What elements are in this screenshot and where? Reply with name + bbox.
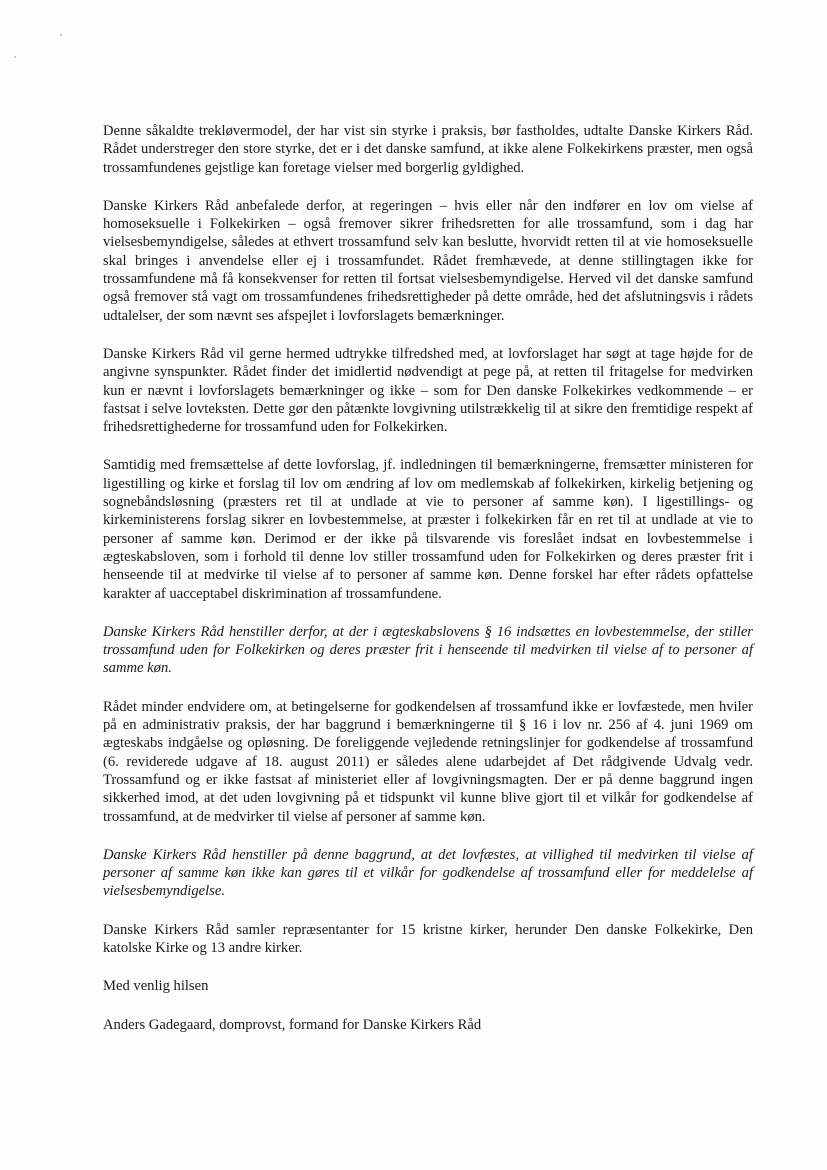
- paragraph-1: Denne såkaldte trekløvermodel, der har vist sin styrke i praksis, bør fastholdes, udtalte Danske Kirkers Råd. Rådet understreger den store styrke, det er i det danske samfund, at ikke alene Folkekirkens præster, men også trossamfundenes gejstlige kan foretage vielser med borgerlig gyldighed.: [103, 123, 753, 176]
- scan-speck: [14, 56, 16, 58]
- scan-speck: [60, 34, 62, 36]
- paragraph-6: Danske Kirkers Råd samler repræsentanter for 15 kristne kirker, herunder Den danske Folkekirke, Den katolske Kirke og 13 andre kirker.: [103, 921, 753, 956]
- signer-line: Anders Gadegaard, domprovst, formand for Danske Kirkers Råd: [103, 1016, 482, 1033]
- paragraph-2: Danske Kirkers Råd anbefalede derfor, at regeringen – hvis eller når den indfører en lov om vielse af homoseksuelle i Folkekirken – også fremover sikrer frihedsretten for alle trossamfund, som i dag har vielsesbemyndigelse, således at ethvert trossamfund selv kan beslutte, hvorvidt retten til at vie homoseksuelle skal bringes i anvendelse eller ej i trossamfundet. Rådet fremhævede, at denne stillingtagen ikke for trossamfundene må få konsekvenser for retten til fortsat vielsesbemyndigelse. Herved vil det danske samfund også fremover stå vagt om trossamfundenes frihedsrettigheder på dette område, hed det afslutningsvis i rådets udtalelser, der som nævnt ses afspejlet i lovforslagets bemærkninger.: [103, 197, 753, 324]
- paragraph-4: Samtidig med fremsættelse af dette lovforslag, jf. indledningen til bemærkningerne, fremsætter ministeren for ligestilling og kirke et forslag til lov om ændring af lov om medlemskab af folkekirken, kirkelig betjening og sognebåndsløsning (præsters ret til at undlade at vie to personer af samme køn). I ligestillings- og kirkeministerens forslag sikrer en lovbestemmelse, at præster i folkekirken får en ret til at undlade at vie to personer af samme køn. Derimod er der ikke på tilsvarende vis foreslået indsat en lovbestemmelse i ægteskabsloven, som i forhold til denne lov stiller trossamfund uden for Folkekirken og deres præster frit i henseende til at medvirke til vielse af to personer af samme køn. Denne forskel har efter rådets opfattelse karakter af uacceptabel diskrimination af trossamfundene.: [103, 457, 753, 602]
- paragraph-5: Rådet minder endvidere om, at betingelserne for godkendelsen af trossamfund ikke er lovfæstede, men hviler på en administrativ praksis, der har baggrund i bemærkningerne til § 16 i lov nr. 256 af 4. juni 1969 om ægteskabs indgåelse og opløsning. De foreliggende vejledende retningslinjer for godkendelse af trossamfund (6. reviderede udgave af 18. august 2011) er således alene udarbejdet af Det rådgivende Udvalg vedr. Trossamfund og er ikke fastsat af ministeriet eller af lovgivningsmagten. Der er på denne baggrund ingen sikkerhed imod, at det uden lovgivning på et tidspunkt vil kunne blive gjort til et vilkår for godkendelse af trossamfund, at de medvirker til vielse af personer af samme køn.: [103, 698, 753, 825]
- recommendation-2: Danske Kirkers Råd henstiller på denne baggrund, at det lovfæstes, at villighed til medvirken til vielse af personer af samme køn ikke kan gøres til et vilkår for godkendelse af trossamfund eller for meddelelse af vielsesbemyndigelse.: [103, 846, 753, 900]
- recommendation-1: Danske Kirkers Råd henstiller derfor, at der i ægteskabslovens § 16 indsættes en lovbestemmelse, der stiller trossamfund uden for Folkekirken og deres præster frit i henseende til medvirken til vielse af to personer af samme køn.: [103, 623, 753, 677]
- signature-block: [103, 977, 753, 1034]
- closing-greeting: Med venlig hilsen: [103, 978, 209, 995]
- paragraph-3: Danske Kirkers Råd vil gerne hermed udtrykke tilfredshed med, at lovforslaget har søgt at tage højde for de angivne synspunkter. Rådet finder det imidlertid nødvendigt at pege på, at retten til fritagelse for medvirken kun er nævnt i lovforslagets bemærkninger og ikke – som for Den danske Folkekirkes vedkommende – er fastsat i selve lovteksten. Dette gør den påtænkte lovgivning utilstrækkelig til at sikre den fremtidige respekt af frihedsrettighederne for trossamfund uden for Folkekirken.: [103, 345, 753, 436]
- letter-body: [103, 122, 753, 1054]
